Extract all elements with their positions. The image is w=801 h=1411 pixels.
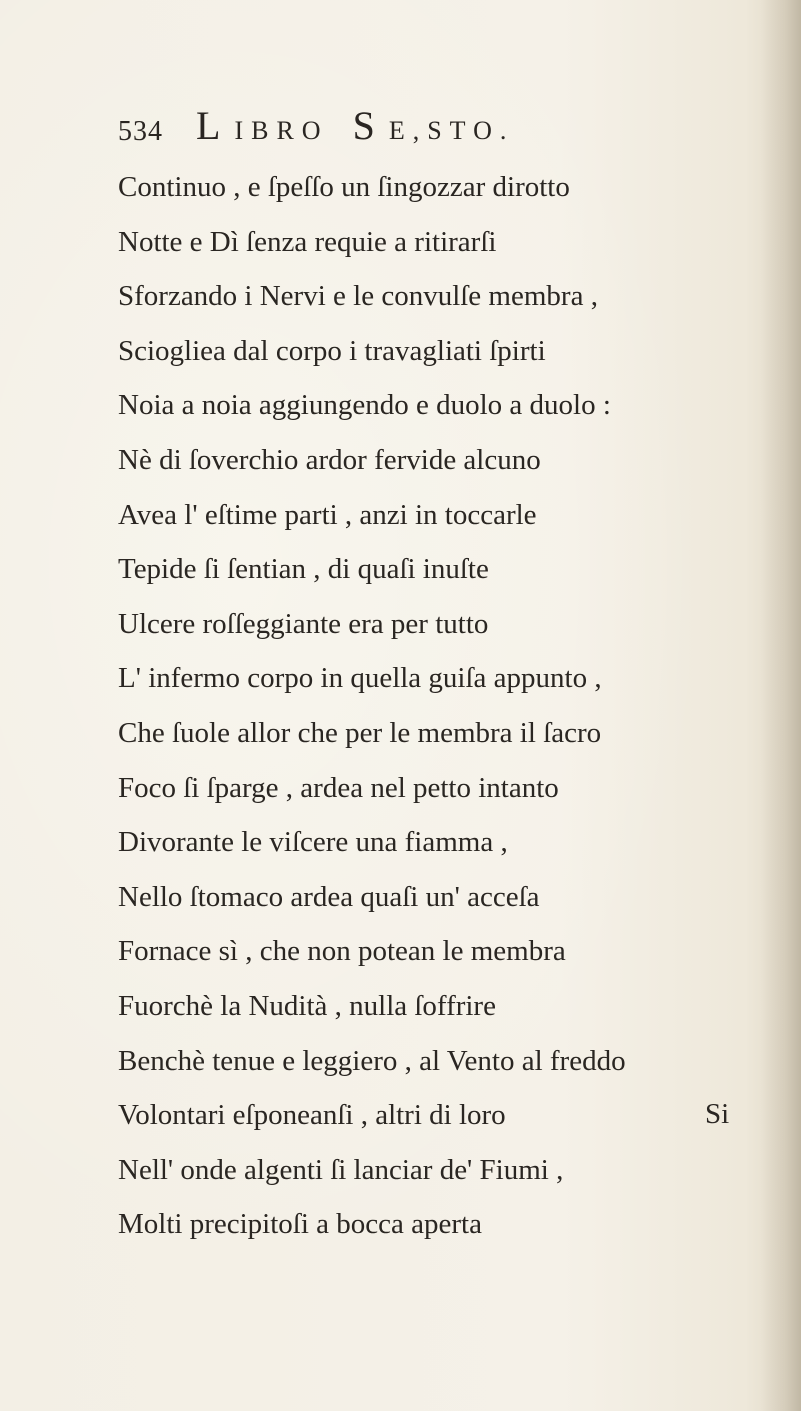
text-line: Nè di ſoverchio ardor fervide alcuno — [118, 443, 541, 476]
text-line: Volontari eſponeanſi , altri di loro — [118, 1099, 506, 1132]
title-initial-2: S — [352, 103, 389, 148]
text-line: Ulcere roſſeggiante era per tutto — [118, 607, 489, 640]
title-rest-2: E,STO. — [388, 116, 515, 145]
text-line: Continuo , e ſpeſſo un ſingozzar dirotto — [118, 171, 570, 203]
text-line: Sciogliea dal corpo i travagliati ſpirti — [118, 334, 546, 367]
text-line: Divorante le viſcere una fiamma , — [118, 826, 508, 859]
text-line: Tepide ſi ſentian , di quaſi inuſte — [118, 553, 489, 586]
title-rest-1: IBRO — [234, 116, 329, 145]
running-title — [196, 102, 514, 149]
text-line: Fornace sì , che non potean le membra — [118, 935, 566, 968]
title-initial-1: L — [196, 103, 235, 148]
catchword: Si — [705, 1098, 730, 1130]
text-line: Sforzando i Nervi e le convulſe membra , — [118, 280, 598, 313]
text-line: Noia a noia aggiungendo e duolo a duolo : — [118, 389, 611, 422]
page-number: 534 — [118, 116, 163, 147]
text-line: Benchè tenue e leggiero , al Vento al freddo — [118, 1044, 626, 1077]
text-line: Molti precipitoſi a bocca aperta — [118, 1208, 482, 1241]
text-line: L' infermo corpo in quella guiſa appunto , — [118, 662, 602, 695]
text-line: Notte e Dì ſenza requie a ritirarſi — [118, 225, 497, 258]
poem-text — [118, 160, 758, 1252]
page-edge-shadow — [761, 0, 801, 1411]
page-header — [118, 102, 718, 156]
text-line: Nello ſtomaco ardea quaſi un' acceſa — [118, 880, 540, 913]
text-line: Nell' onde algenti ſi lanciar de' Fiumi , — [118, 1153, 564, 1186]
text-line: Foco ſi ſparge , ardea nel petto intanto — [118, 771, 559, 804]
text-line: Avea l' eſtime parti , anzi in toccarle — [118, 498, 537, 531]
text-line: Fuorchè la Nudità , nulla ſoffrire — [118, 989, 496, 1022]
text-line: Che ſuole allor che per le membra il ſacro — [118, 716, 602, 749]
